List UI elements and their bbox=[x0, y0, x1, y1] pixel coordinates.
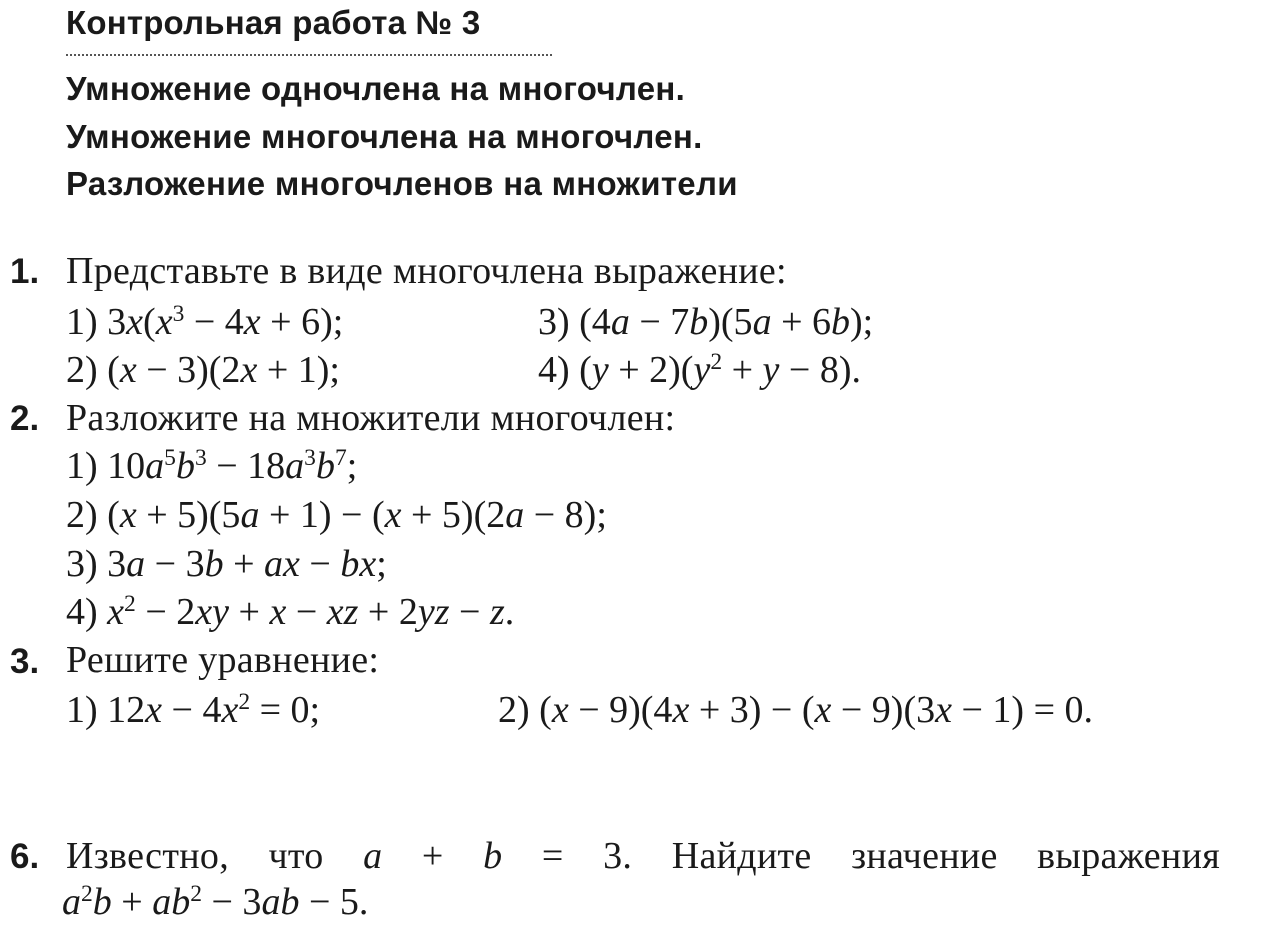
task-2-item-1: 1) $10a^5b^3 - 18a^3b^7$; bbox=[66, 445, 358, 487]
task-1-prompt: Представьте в виде многочлена выражение: bbox=[66, 250, 787, 292]
task-2-number: 2. bbox=[10, 399, 40, 438]
task-1-number: 1. bbox=[10, 252, 40, 291]
task-2-item-2: 2) (x + 5)(5a + 1) − (x + 5)(2a − 8); bbox=[66, 494, 607, 536]
work-title: Контрольная работа № 3 bbox=[66, 4, 481, 41]
topic-2: Умножение многочлена на многочлен. bbox=[66, 118, 703, 155]
task-3-prompt: Решите уравнение: bbox=[66, 639, 380, 681]
task-1-item-2: 2) (x − 3)(2x + 1); bbox=[66, 349, 340, 391]
task-3-number: 3. bbox=[10, 642, 40, 681]
title-underline bbox=[66, 54, 552, 56]
task-6-item-1: $a^2b + ab^2 - 3ab - 5$. bbox=[62, 881, 369, 923]
task-3-item-1: 1) $12x - 4x^2 = 0$; bbox=[66, 689, 321, 731]
task-1-item-3: 3) (4a − 7b)(5a + 6b); bbox=[538, 301, 874, 343]
task-2-prompt: Разложите на множители многочлен: bbox=[66, 397, 676, 439]
task-2-item-3: 3) 3a − 3b + ax − bx; bbox=[66, 543, 387, 585]
topic-1: Умножение одночлена на многочлен. bbox=[66, 70, 686, 107]
task-3-item-2: 2) (x − 9)(4x + 3) − (x − 9)(3x − 1) = 0. bbox=[498, 689, 1093, 731]
task-2-item-4: 4) $x^2 - 2xy + x$ − xz + 2yz − z. bbox=[66, 591, 515, 633]
task-1-item-1: 1) $3x(x^3 - 4x + 6)$; bbox=[66, 301, 344, 343]
task-6-prompt: Известно, что a + b = 3. Найдите значение выражения bbox=[66, 835, 1220, 877]
task-1-item-4: 4) $(y + 2)(y^2 + y - 8)$. bbox=[538, 349, 861, 391]
task-6-number: 6. bbox=[10, 837, 40, 876]
topic-3: Разложение многочленов на множители bbox=[66, 165, 738, 202]
